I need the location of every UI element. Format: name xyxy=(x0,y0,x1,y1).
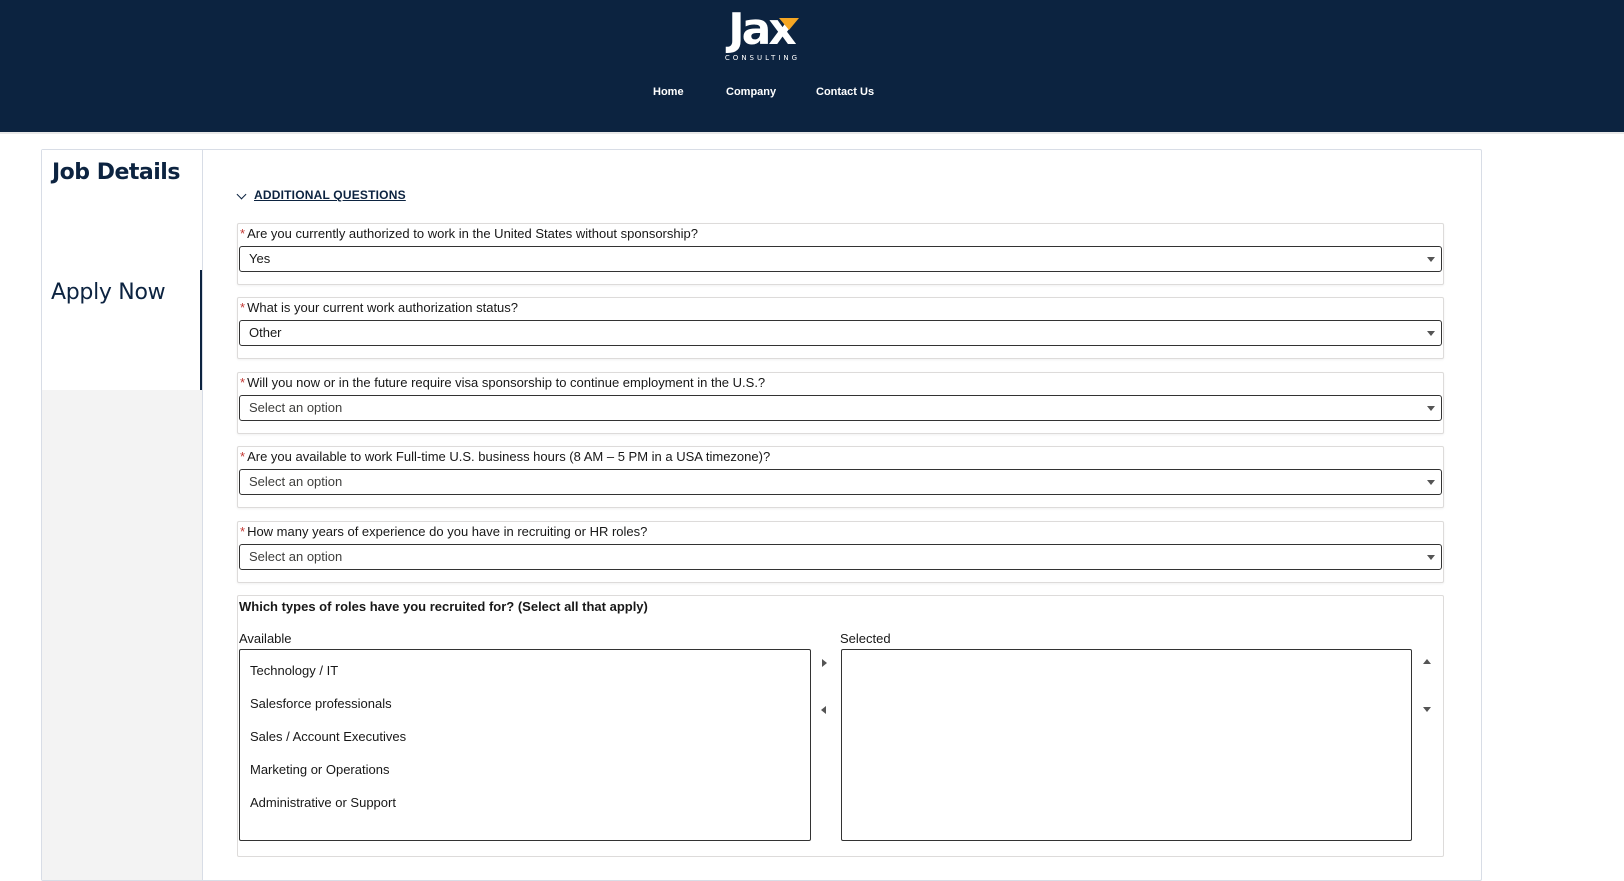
sidebar-active-marker xyxy=(200,270,202,390)
required-marker: * xyxy=(240,524,246,539)
nav-contact-us[interactable]: Contact Us xyxy=(816,86,875,98)
required-marker: * xyxy=(240,226,246,241)
visa-sponsorship-select[interactable]: Select an option xyxy=(239,395,1442,421)
list-item[interactable]: Technology / IT xyxy=(250,663,339,678)
question-label: * Will you now or in the future require visa sponsorship to continue employment in the U.S.? xyxy=(240,375,766,390)
caret-down-icon xyxy=(1427,331,1435,336)
authorization-status-select[interactable]: Other xyxy=(239,320,1442,346)
available-listbox[interactable] xyxy=(239,649,811,841)
sidebar-panel xyxy=(42,150,202,390)
nav-home[interactable]: Home xyxy=(653,86,684,98)
work-authorized-select[interactable]: Yes xyxy=(239,246,1442,272)
caret-down-icon xyxy=(1427,555,1435,560)
nav-company[interactable]: Company xyxy=(726,86,777,98)
sidebar xyxy=(42,150,203,880)
site-header xyxy=(0,0,1624,132)
list-item[interactable]: Sales / Account Executives xyxy=(250,729,407,744)
logo-accent-icon xyxy=(779,18,799,30)
selected-label: Selected xyxy=(840,631,891,646)
required-marker: * xyxy=(240,300,246,315)
logo-wordmark: Jax xyxy=(728,4,794,55)
caret-down-icon xyxy=(1427,257,1435,262)
header-divider xyxy=(0,132,1624,134)
section-toggle-additional-questions[interactable]: ADDITIONAL QUESTIONS xyxy=(254,188,406,202)
list-item[interactable]: Salesforce professionals xyxy=(250,696,392,711)
move-right-arrow-icon[interactable] xyxy=(822,659,827,667)
jax-logo[interactable] xyxy=(721,4,801,64)
move-left-arrow-icon[interactable] xyxy=(821,706,826,714)
caret-down-icon xyxy=(1427,406,1435,411)
question-label: * How many years of experience do you have in recruiting or HR roles? xyxy=(240,524,648,539)
question-authorization-status xyxy=(237,297,1444,359)
move-down-arrow-icon[interactable] xyxy=(1423,707,1431,712)
roles-question-label: Which types of roles have you recruited for? (Select all that apply) xyxy=(239,599,648,614)
roles-dual-listbox xyxy=(237,595,1444,857)
required-marker: * xyxy=(240,375,246,390)
question-years-experience xyxy=(237,521,1444,583)
available-label: Available xyxy=(239,631,292,646)
question-business-hours xyxy=(237,446,1444,508)
logo-tagline: CONSULTING xyxy=(724,54,801,62)
caret-down-icon xyxy=(1427,480,1435,485)
question-label: * Are you currently authorized to work in the United States without sponsorship? xyxy=(240,226,698,241)
list-item[interactable]: Administrative or Support xyxy=(250,795,396,810)
question-label: * Are you available to work Full-time U.S. business hours (8 AM – 5 PM in a USA timezone)? xyxy=(240,449,771,464)
sidebar-item-apply-now[interactable]: Apply Now xyxy=(51,280,166,305)
question-label: * What is your current work authorization status? xyxy=(240,300,519,315)
business-hours-select[interactable]: Select an option xyxy=(239,469,1442,495)
years-experience-select[interactable]: Select an option xyxy=(239,544,1442,570)
question-work-authorized xyxy=(237,223,1444,285)
selected-listbox[interactable] xyxy=(841,649,1412,841)
list-item[interactable]: Marketing or Operations xyxy=(250,762,390,777)
sidebar-title[interactable]: Job Details xyxy=(52,160,180,185)
question-visa-sponsorship xyxy=(237,372,1444,434)
required-marker: * xyxy=(240,449,246,464)
move-up-arrow-icon[interactable] xyxy=(1423,659,1431,664)
main-nav xyxy=(0,82,1624,102)
